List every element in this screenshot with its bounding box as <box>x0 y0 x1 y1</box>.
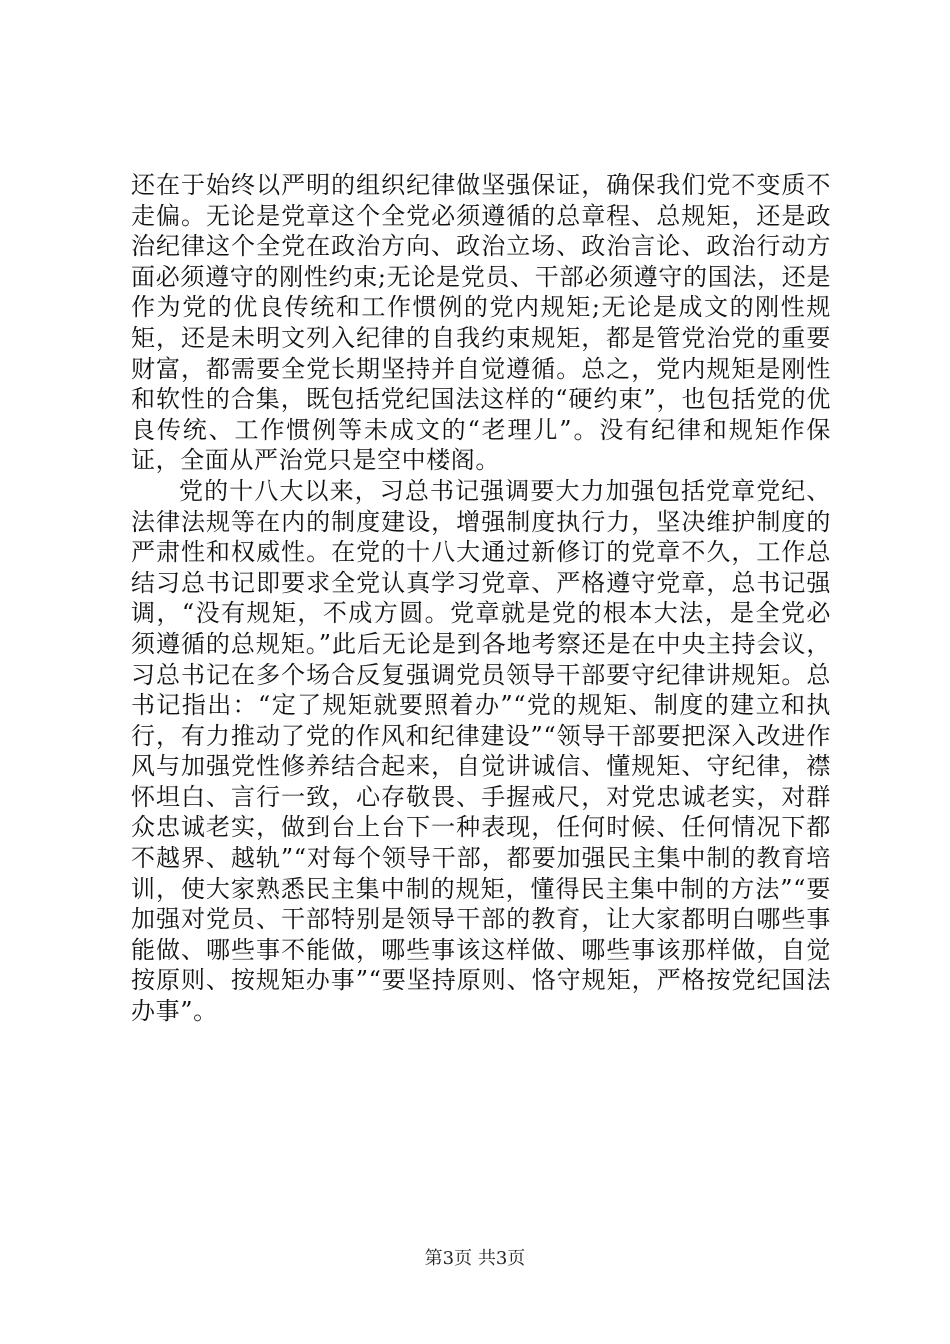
paragraph-second: 党的十八大以来，习总书记强调要大力加强包括党章党纪、法律法规等在内的制度建设，增强制度执行力，坚决维护制度的严肃性和权威性。在党的十八大通过新修订的党章不久，工作总结习总书记即要求全党认真学习党章、严格遵守党章，总书记强调，“没有规矩，不成方圆。党章就是党的根本大法，是全党必须遵循的总规矩。”此后无论是到各地考察还是在中央主持会议，习总书记在多个场合反复强调党员领导干部要守纪律讲规矩。总书记指出：“定了规矩就要照着办”“党的规矩、制度的建立和执行，有力推动了党的作风和纪律建设”“领导干部要把深入改进作风与加强党性修养结合起来，自觉讲诚信、懂规矩、守纪律，襟怀坦白、言行一致，心存敬畏、手握戒尺，对党忠诚老实，对群众忠诚老实，做到台上台下一种表现，任何时候、任何情况下都不越界、越轨”“对每个领导干部，都要加强民主集中制的教育培训，使大家熟悉民主集中制的规矩，懂得民主集中制的方法”“要加强对党员、干部特别是领导干部的教育，让大家都明白哪些事能做、哪些事不能做，哪些事该这样做、哪些事该那样做，自觉按原则、按规矩办事”“要坚持原则、恪守规矩，严格按党纪国法办事”。 <box>131 476 831 1026</box>
document-body <box>131 170 831 1027</box>
paragraph-continuation: 还在于始终以严明的组织纪律做坚强保证，确保我们党不变质不走偏。无论是党章这个全党必须遵循的总章程、总规矩，还是政治纪律这个全党在政治方向、政治立场、政治言论、政治行动方面必须遵守的刚性约束;无论是党员、干部必须遵守的国法，还是作为党的优良传统和工作惯例的党内规矩;无论是成文的刚性规矩，还是未明文列入纪律的自我约束规矩，都是管党治党的重要财富，都需要全党长期坚持并自觉遵循。总之，党内规矩是刚性和软性的合集，既包括党纪国法这样的“硬约束”，也包括党的优良传统、工作惯例等未成文的“老理儿”。没有纪律和规矩作保证，全面从严治党只是空中楼阁。 <box>131 171 831 475</box>
page-footer: 第3页 共3页 <box>424 1248 526 1269</box>
